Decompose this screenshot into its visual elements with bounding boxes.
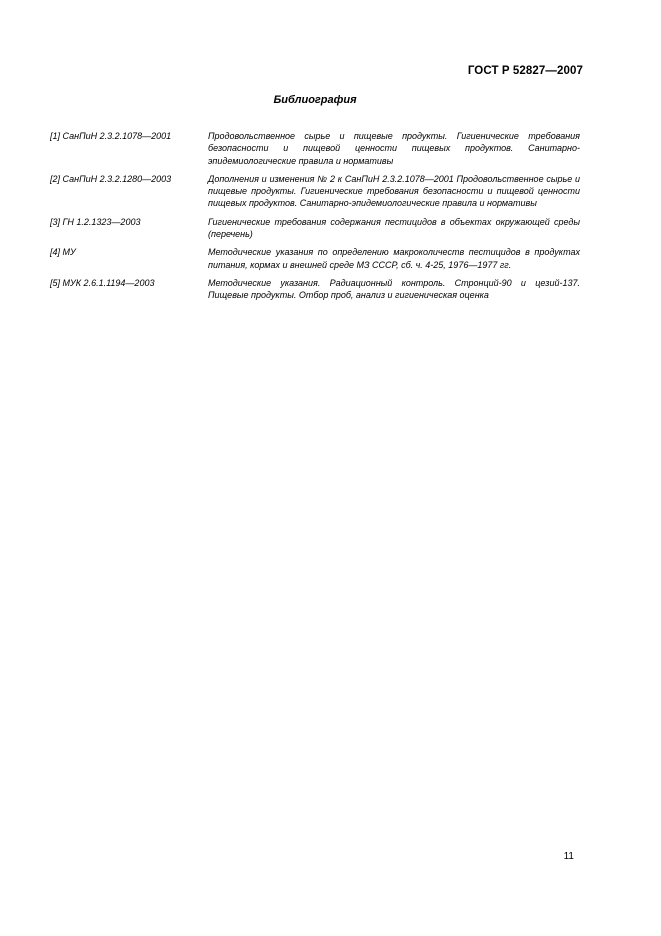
bibliography-ref: [2] СанПиН 2.3.2.1280—2003 [50,173,172,184]
bibliography-description: Методические указания. Радиационный контроль. Стронций-90 и цезий-137. Пищевые продукты. Отбор проб, анализ и гигиеническая оценка [208,277,580,301]
section-title: Библиография [273,94,357,106]
bibliography-list [50,130,580,308]
bibliography-entry [50,173,580,210]
bibliography-description: Продовольственное сырье и пищевые продукты. Гигиенические требования безопасности и пищевой ценности пищевых продуктов. Санитарно-эпидемиологические правила и нормативы [208,131,580,166]
bibliography-ref: [3] ГН 1.2.1323—2003 [50,216,141,227]
bibliography-ref: [1] СанПиН 2.3.2.1078—2001 [50,131,172,141]
bibliography-entry [50,246,580,271]
page-number: 11 [563,851,574,862]
bibliography-ref: [4] МУ [50,247,76,258]
document-code: ГОСТ Р 52827—2007 [467,65,583,77]
bibliography-entry [50,130,580,167]
bibliography-description: Методические указания по определению макроколичеств пестицидов в продуктах питания, кормах и внешней среде МЗ СССР, сб. ч. 4-25, 1976—1977 гг. [208,247,580,270]
bibliography-description: Дополнения и изменения № 2 к СанПиН 2.3.2.1078—2001 Продовольственное сырье и пищевые продукты. Гигиенические требования безопасности и пищевой ценности пищевых продуктов. Санитарно-эпидемиологические правила и нормативы [208,173,580,209]
bibliography-entry [50,277,580,302]
bibliography-entry [50,216,580,241]
bibliography-ref: [5] МУК 2.6.1.1194—2003 [50,277,155,288]
bibliography-description: Гигиенические требования содержания пестицидов в объектах окружающей среды (перечень) [208,216,580,240]
